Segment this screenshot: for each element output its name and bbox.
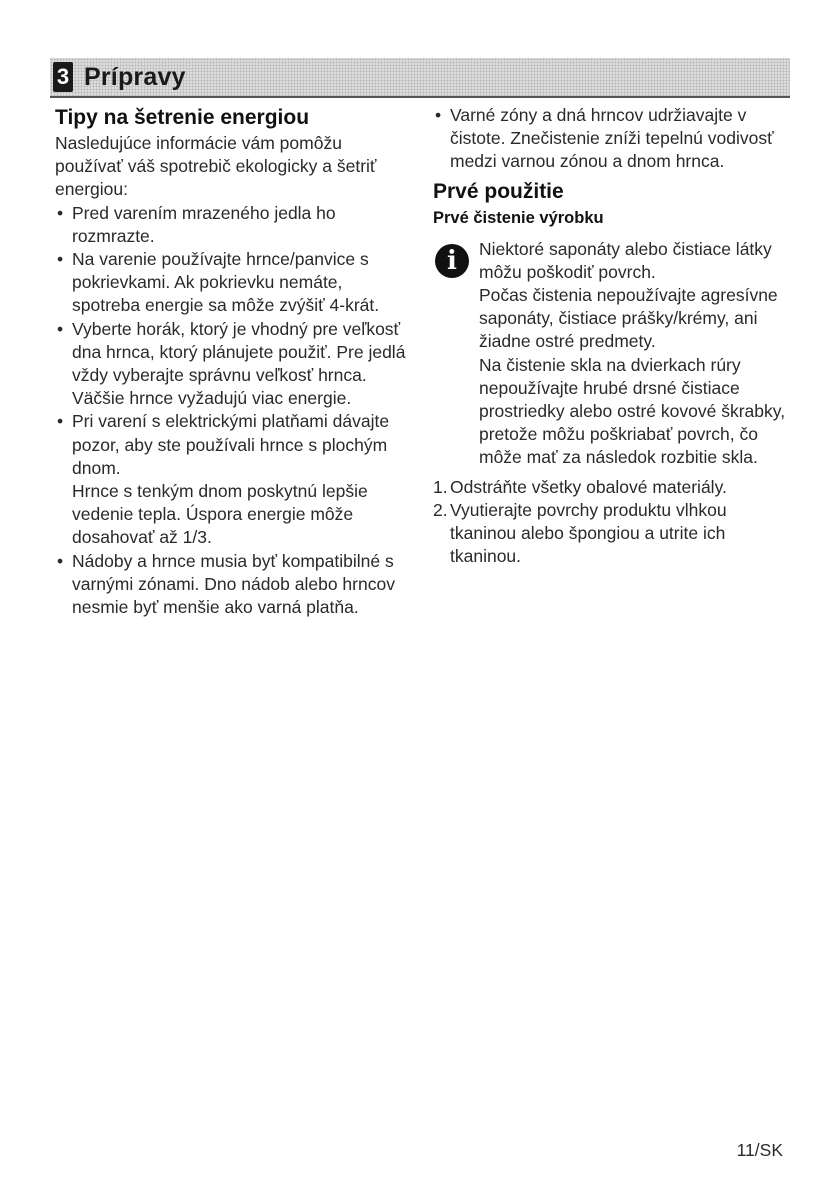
list-item xyxy=(55,410,410,549)
list-item-extra-text: Hrnce s tenkým dnom poskytnú lepšie vedenie tepla. Úspora energie môže dosahovať až 1/3. xyxy=(72,481,368,548)
energy-intro: Nasledujúce informácie vám pomôžu používať váš spotrebič ekologicky a šetriť energiou: xyxy=(55,133,377,200)
list-item: • Varné zóny a dná hrncov udržiavajte v čistote. Znečistenie zníži tepelnú vodivosť medzi varnou zónou a dnom hrnca. xyxy=(433,104,793,174)
list-item-text: • Pri varení s elektrickými platňami dávajte pozor, aby ste používali hrnce s plochým dnom. xyxy=(72,411,390,478)
list-item: • Na varenie používajte hrnce/panvice s pokrievkami. Ak pokrievku nemáte, spotreba energie sa môže zvýšiť 4-krát. xyxy=(55,248,410,318)
step-number: 2. xyxy=(433,499,448,520)
info-text: Niektoré saponáty alebo čistiace látky môžu poškodiť povrch. xyxy=(479,238,772,282)
energy-bullet-list xyxy=(55,202,410,620)
info-text: Počas čistenia nepoužívajte agresívne saponáty, čistiace prášky/krémy, ani žiadne ostré predmety. xyxy=(479,285,778,352)
step-text: Vyutierajte povrchy produktu vlhkou tkaninou alebo špongiou a utrite ich tkaninou. xyxy=(450,499,727,567)
list-item: • Vyberte horák, ktorý je vhodný pre veľkosť dna hrnca, ktorý plánujete použiť. Pre jedlá vždy vyberajte správnu veľkosť hrnca. Väčšie hrnce vyžadujú viac energie. xyxy=(55,318,410,411)
right-column xyxy=(433,104,793,568)
list-item: • Pred varením mrazeného jedla ho rozmrazte. xyxy=(55,202,410,248)
energy-bullet-list-continued xyxy=(433,104,793,174)
list-item xyxy=(433,476,793,499)
step-text: Odstráňte všetky obalové materiály. xyxy=(450,476,727,497)
list-item xyxy=(433,499,793,569)
page-number: 11/SK xyxy=(736,1140,783,1160)
list-item: • Nádoby a hrnce musia byť kompatibilné s varnými zónami. Dno nádob alebo hrncov nesmie byť menšie ako varná platňa. xyxy=(55,550,410,620)
cleaning-steps-list xyxy=(433,476,793,569)
info-notice xyxy=(433,238,793,470)
info-icon: i xyxy=(435,244,469,278)
first-use-heading: Prvé použitie xyxy=(433,179,564,203)
info-text: Na čistenie skla na dvierkach rúry nepoužívajte hrubé drsné čistiace prostriedky alebo ostré kovové škrabky, pretože môžu poškriabať povrch, čo môže mať za následok rozbitie skla. xyxy=(479,354,786,468)
first-cleaning-subheading: Prvé čistenie výrobku xyxy=(433,208,604,227)
section-title: Prípravy xyxy=(84,63,186,91)
section-number-badge: 3 xyxy=(53,62,73,92)
left-column xyxy=(55,104,410,619)
energy-heading: Tipy na šetrenie energiou xyxy=(55,106,310,129)
step-number: 1. xyxy=(433,476,448,497)
